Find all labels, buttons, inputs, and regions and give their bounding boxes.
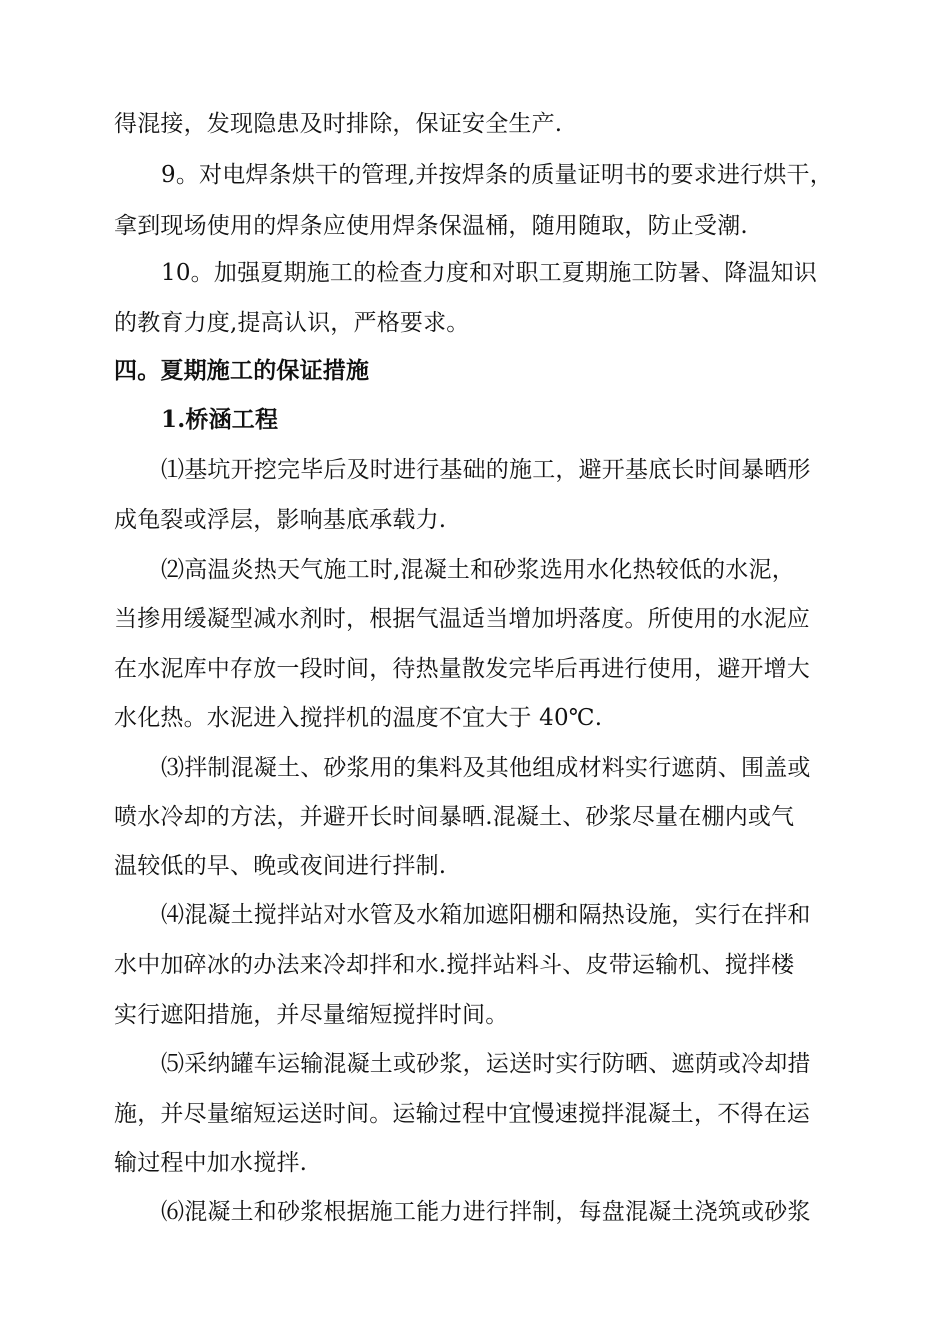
paragraph-line: 水中加碎冰的办法来冷却拌和水.搅拌站料斗、皮带运输机、搅拌楼 xyxy=(114,952,795,978)
paragraph-line: 拿到现场使用的焊条应使用焊条保温桶，随用随取，防止受潮. xyxy=(114,213,748,239)
paragraph-line: 实行遮阳措施，并尽量缩短搅拌时间。 xyxy=(114,1002,509,1028)
paragraph-line: ⑷混凝土搅拌站对水管及水箱加遮阳棚和隔热设施，实行在拌和 xyxy=(161,902,811,928)
paragraph-line: ⑵高温炎热天气施工时,混凝土和砂浆选用水化热较低的水泥， xyxy=(161,557,795,583)
paragraph-line: ⑴基坑开挖完毕后及时进行基础的施工，避开基底长时间暴晒形 xyxy=(161,457,811,483)
paragraph-line: 10。加强夏期施工的检查力度和对职工夏期施工防暑、降温知识 xyxy=(161,260,818,286)
paragraph-line: 的教育力度,提高认识，严格要求。 xyxy=(114,310,470,336)
paragraph-line: 温较低的早、晚或夜间进行拌制. xyxy=(114,853,447,879)
section-heading: 四。夏期施工的保证措施 xyxy=(114,357,370,384)
subsection-heading: 1.桥涵工程 xyxy=(161,406,279,433)
paragraph-line: 喷水冷却的方法，并避开长时间暴晒.混凝土、砂浆尽量在棚内或气 xyxy=(114,804,795,830)
paragraph-line: 输过程中加水搅拌. xyxy=(114,1150,308,1176)
paragraph-line: 9。对电焊条烘干的管理,并按焊条的质量证明书的要求进行烘干， xyxy=(161,162,833,188)
paragraph-line: 水化热。水泥进入搅拌机的温度不宜大于 40℃. xyxy=(114,705,603,731)
paragraph-line: 成龟裂或浮层，影响基底承载力. xyxy=(114,507,447,533)
paragraph-line: ⑶拌制混凝土、砂浆用的集料及其他组成材料实行遮荫、围盖或 xyxy=(161,755,811,781)
paragraph-line: 得混接，发现隐患及时排除，保证安全生产. xyxy=(114,111,563,137)
paragraph-line: ⑹混凝土和砂浆根据施工能力进行拌制，每盘混凝土浇筑或砂浆 xyxy=(161,1199,811,1225)
paragraph-line: 施，并尽量缩短运送时间。运输过程中宜慢速搅拌混凝土，不得在运 xyxy=(114,1101,810,1127)
paragraph-line: 在水泥库中存放一段时间，待热量散发完毕后再进行使用，避开增大 xyxy=(114,656,810,682)
paragraph-line: ⑸采纳罐车运输混凝土或砂浆，运送时实行防晒、遮荫或冷却措 xyxy=(161,1051,811,1077)
paragraph-line: 当掺用缓凝型减水剂时，根据气温适当增加坍落度。所使用的水泥应 xyxy=(114,606,810,632)
